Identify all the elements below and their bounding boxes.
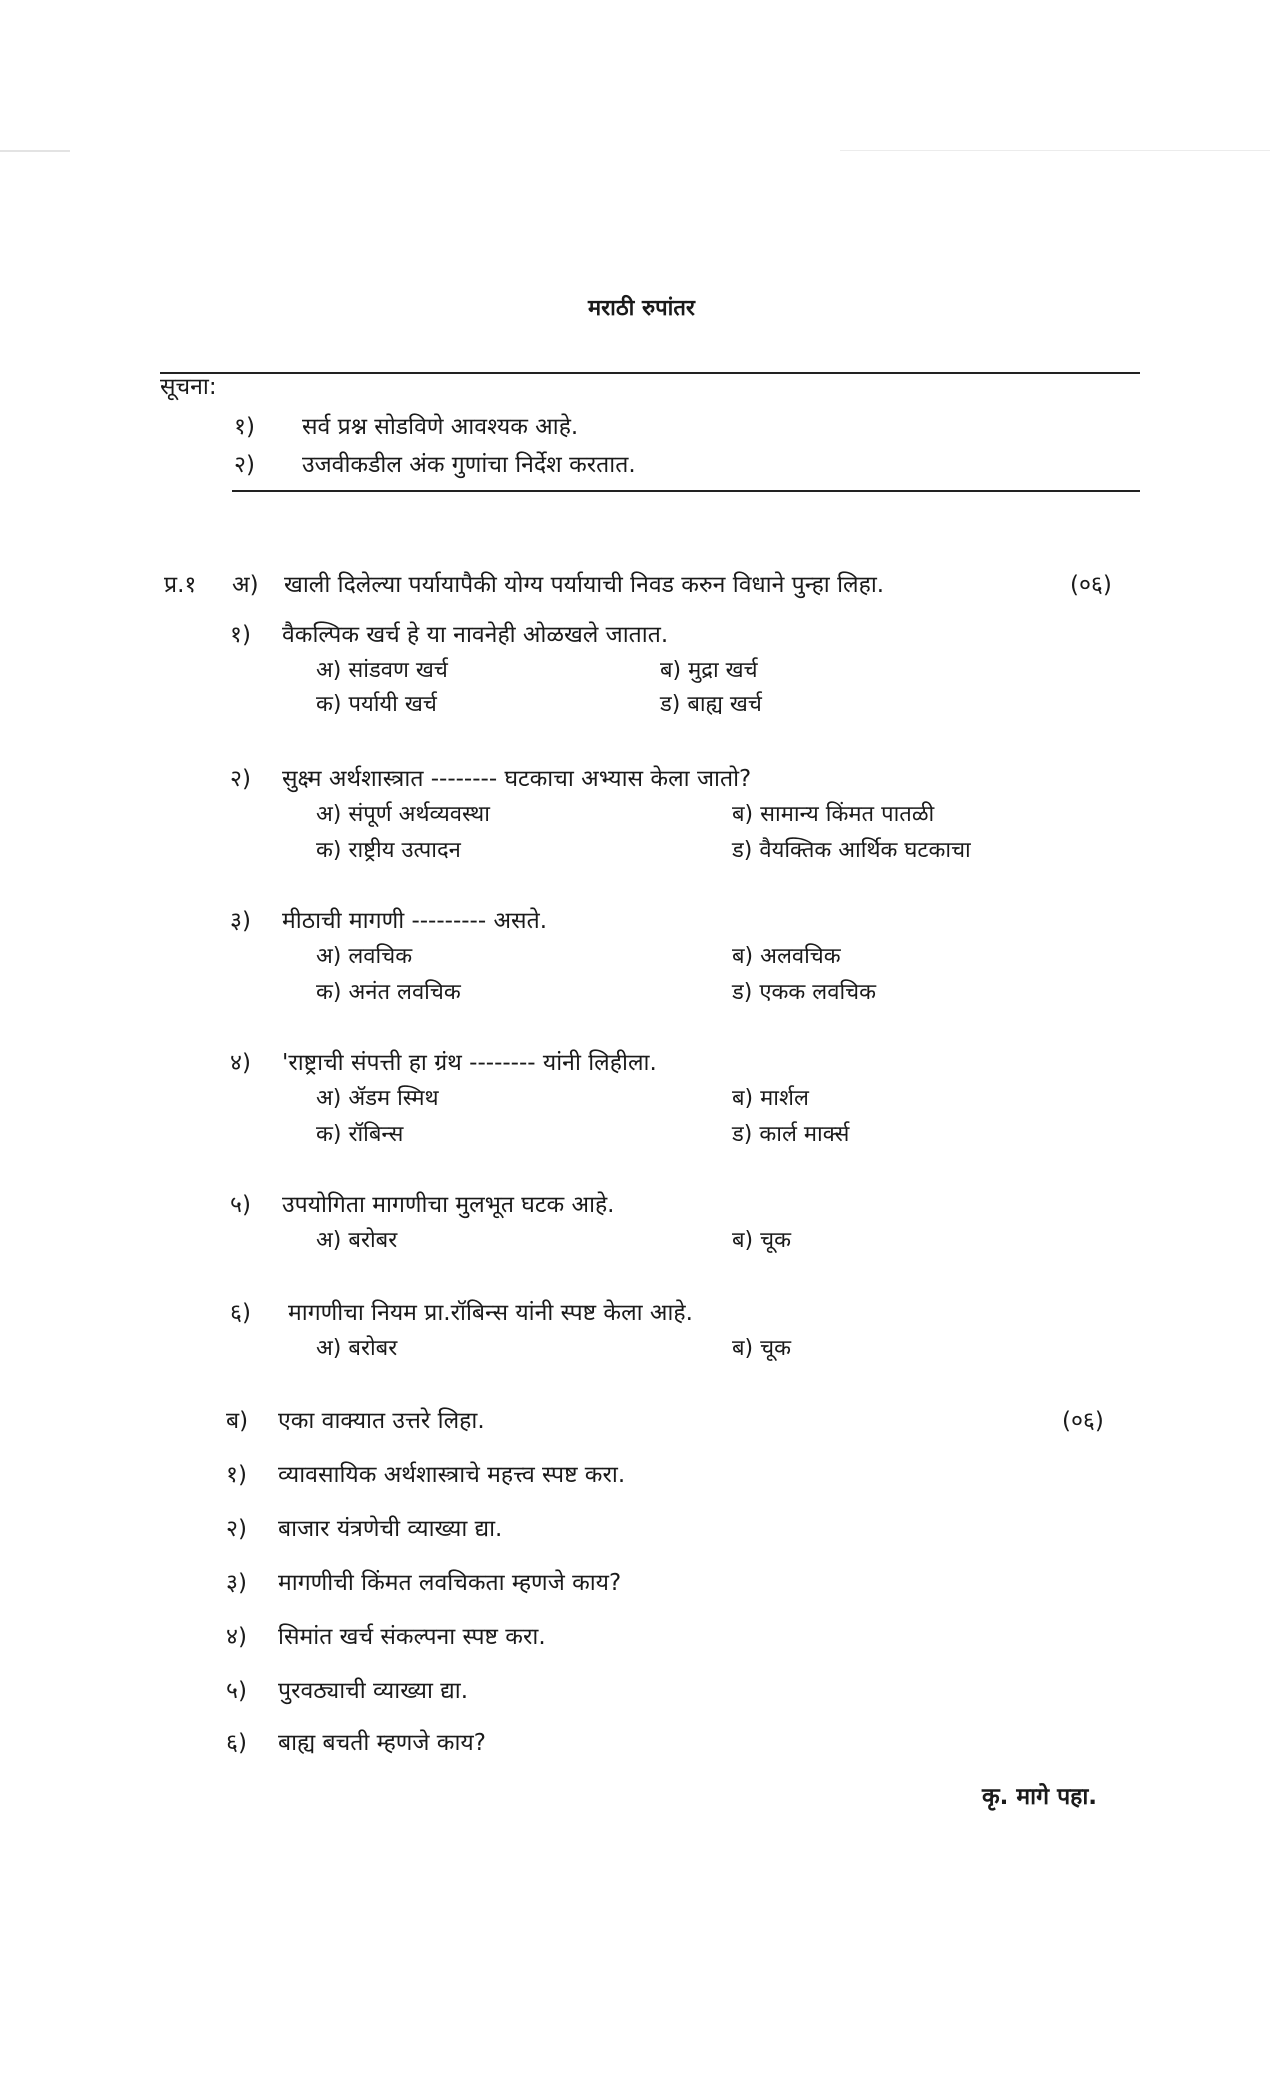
mcq-number: २)	[230, 766, 251, 792]
short-answer-question: व्यावसायिक अर्थशास्त्राचे महत्त्व स्पष्ट करा.	[278, 1462, 626, 1488]
mcq-option: ड) कार्ल मार्क्स	[732, 1122, 850, 1147]
mcq-option: ब) चूक	[732, 1228, 792, 1253]
short-answer-question: मागणीची किंमत लवचिकता म्हणजे काय?	[278, 1570, 622, 1596]
part-a-label: अ)	[232, 572, 259, 598]
instruction-number: २)	[234, 452, 255, 478]
short-answer-question: पुरवठ्याची व्याख्या द्या.	[278, 1678, 469, 1704]
mcq-option: अ) बरोबर	[316, 1336, 398, 1361]
mcq-question: मीठाची मागणी --------- असते.	[282, 908, 548, 934]
mcq-option: ब) अलवचिक	[732, 944, 841, 969]
mcq-option: क) राष्ट्रीय उत्पादन	[316, 838, 461, 863]
scan-edge-mark	[0, 150, 70, 152]
mcq-question: सुक्ष्म अर्थशास्त्रात -------- घटकाचा अभ्यास केला जातो?	[282, 766, 752, 792]
part-b-instruction: एका वाक्यात उत्तरे लिहा.	[278, 1408, 485, 1434]
mcq-option: ब) मुद्रा खर्च	[660, 658, 758, 683]
instruction-text: सर्व प्रश्न सोडविणे आवश्यक आहे.	[302, 414, 579, 440]
mcq-question: मागणीचा नियम प्रा.रॉबिन्स यांनी स्पष्ट केला आहे.	[288, 1300, 693, 1326]
mcq-option: क) अनंत लवचिक	[316, 980, 461, 1005]
instructions-bottom-rule	[232, 490, 1140, 492]
mcq-question: वैकल्पिक खर्च हे या नावनेही ओळखले जातात.	[282, 622, 669, 648]
mcq-option: ब) मार्शल	[732, 1086, 809, 1111]
mcq-number: ६)	[230, 1300, 251, 1326]
mcq-question: उपयोगिता मागणीचा मुलभूत घटक आहे.	[282, 1192, 615, 1218]
page-title: मराठी रुपांतर	[588, 296, 695, 321]
scan-top-line	[840, 150, 1270, 151]
short-answer-number: २)	[226, 1516, 247, 1542]
short-answer-number: ६)	[226, 1730, 247, 1756]
mcq-option: क) पर्यायी खर्च	[316, 692, 437, 717]
mcq-question: 'राष्ट्राची संपत्ती हा ग्रंथ -------- यांनी लिहीला.	[282, 1050, 657, 1076]
mcq-number: १)	[230, 622, 251, 648]
instructions-top-rule	[160, 372, 1140, 374]
short-answer-question: बाजार यंत्रणेची व्याख्या द्या.	[278, 1516, 503, 1542]
mcq-option: क) रॉबिन्स	[316, 1122, 404, 1147]
mcq-option: अ) संपूर्ण अर्थव्यवस्था	[316, 802, 490, 827]
short-answer-number: १)	[226, 1462, 247, 1488]
part-a-marks: (०६)	[1070, 572, 1112, 598]
short-answer-number: ३)	[226, 1570, 247, 1596]
mcq-option: अ) सांडवण खर्च	[316, 658, 448, 683]
mcq-number: ५)	[230, 1192, 251, 1218]
question-label: प्र.१	[164, 572, 197, 598]
mcq-option: ब) चूक	[732, 1336, 792, 1361]
mcq-option: ड) एकक लवचिक	[732, 980, 877, 1005]
mcq-number: ४)	[230, 1050, 251, 1076]
mcq-option: अ) बरोबर	[316, 1228, 398, 1253]
mcq-number: ३)	[230, 908, 251, 934]
turn-over-note: कृ. मागे पहा.	[982, 1784, 1098, 1810]
short-answer-number: ५)	[226, 1678, 247, 1704]
short-answer-question: बाह्य बचती म्हणजे काय?	[278, 1730, 486, 1756]
mcq-option: ड) वैयक्तिक आर्थिक घटकाचा	[732, 838, 971, 863]
mcq-option: ब) सामान्य किंमत पातळी	[732, 802, 935, 827]
part-b-marks: (०६)	[1062, 1408, 1104, 1434]
instruction-number: १)	[234, 414, 255, 440]
instruction-text: उजवीकडील अंक गुणांचा निर्देश करतात.	[302, 452, 636, 478]
short-answer-number: ४)	[226, 1624, 247, 1650]
part-a-instruction: खाली दिलेल्या पर्यायापैकी योग्य पर्यायाची निवड करुन विधाने पुन्हा लिहा.	[284, 572, 885, 598]
short-answer-question: सिमांत खर्च संकल्पना स्पष्ट करा.	[278, 1624, 546, 1650]
mcq-option: ड) बाह्य खर्च	[660, 692, 762, 717]
mcq-option: अ) ॲडम स्मिथ	[316, 1086, 439, 1111]
instructions-label: सूचना:	[160, 374, 217, 400]
part-b-label: ब)	[226, 1408, 249, 1434]
mcq-option: अ) लवचिक	[316, 944, 413, 969]
